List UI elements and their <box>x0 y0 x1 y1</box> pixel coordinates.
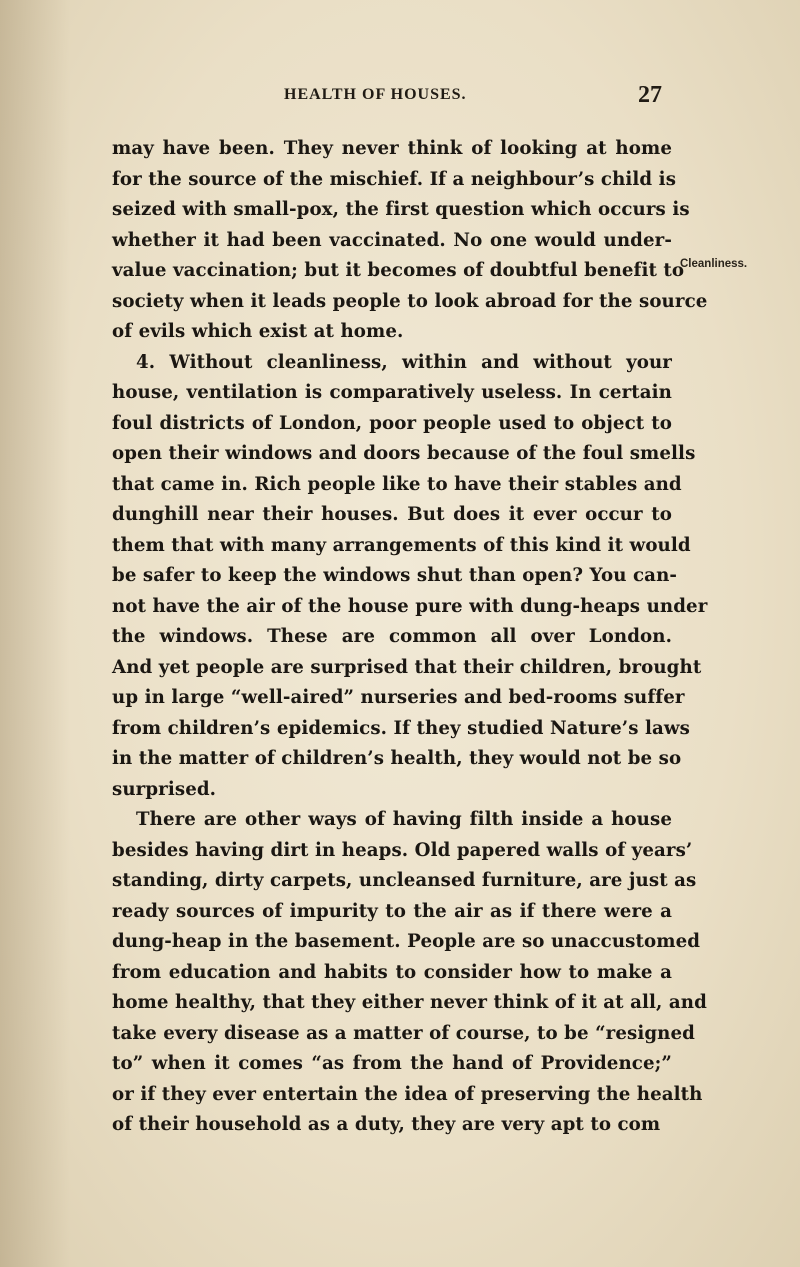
text-line: society when it leads people to look abroad for the source <box>112 290 708 312</box>
page-number: 27 <box>638 82 662 108</box>
text-line: dunghill near their houses. But does it ever occur to <box>112 504 672 525</box>
text-line: whether it had been vaccinated. No one would under- <box>112 229 672 251</box>
text-line: may have been. They never think of looking at home <box>112 138 672 159</box>
text-line: be safer to keep the windows shut than open? You can- <box>112 565 678 586</box>
text-line: home healthy, that they either never think of it at all, and <box>112 992 707 1013</box>
text-line: ready sources of impurity to the air as if there were a <box>112 900 672 922</box>
text-line: the windows. These are common all over London. <box>112 626 672 647</box>
text-line: in the matter of children’s health, they would not be so <box>112 748 682 769</box>
text-line: house, ventilation is comparatively useless. In certain <box>112 382 672 403</box>
text-line: from children’s epidemics. If they studied Nature’s laws <box>112 717 690 739</box>
text-line: dung-heap in the basement. People are so unaccustomed <box>112 931 701 952</box>
text-line: of evils which exist at home. <box>112 321 404 342</box>
text-line: from education and habits to consider how to make a <box>112 961 672 983</box>
text-line: them that with many arrangements of this kind it would <box>112 534 691 556</box>
text-line: that came in. Rich people like to have their stables and <box>112 473 682 495</box>
text-line: for the source of the mischief. If a neighbour’s child is <box>112 168 677 190</box>
text-line: foul districts of London, poor people used to object to <box>112 412 672 434</box>
text-line: value vaccination; but it becomes of doubtful benefit to <box>112 260 685 281</box>
text-line: standing, dirty carpets, uncleansed furniture, are just as <box>112 870 697 891</box>
text-line: to” when it comes “as from the hand of Providence;” <box>112 1053 672 1074</box>
text-line: There are other ways of having filth inside a house <box>136 809 672 830</box>
running-head <box>112 82 662 110</box>
page-gutter-shadow <box>0 0 70 1267</box>
text-line: seized with small-pox, the first question which occurs is <box>112 199 690 220</box>
text-line: besides having dirt in heaps. Old papered walls of years’ <box>112 839 693 861</box>
text-line: up in large “well-aired” nurseries and bed-rooms suffer <box>112 687 685 708</box>
body-text <box>112 134 708 1141</box>
text-line: not have the air of the house pure with dung-heaps under <box>112 595 708 617</box>
text-line: of their household as a duty, they are very apt to com <box>112 1114 661 1135</box>
text-line: or if they ever entertain the idea of preserving the health <box>112 1083 703 1105</box>
text-line: open their windows and doors because of the foul smells <box>112 443 696 464</box>
text-line: 4. Without cleanliness, within and without your <box>136 351 672 373</box>
text-line: surprised. <box>112 778 217 800</box>
text-line: And yet people are surprised that their children, brought <box>112 656 702 678</box>
text-line: take every disease as a matter of course, to be “resigned <box>112 1022 695 1044</box>
running-title: HEALTH OF HOUSES. <box>284 86 467 103</box>
margin-note: Cleanliness. <box>680 258 748 270</box>
